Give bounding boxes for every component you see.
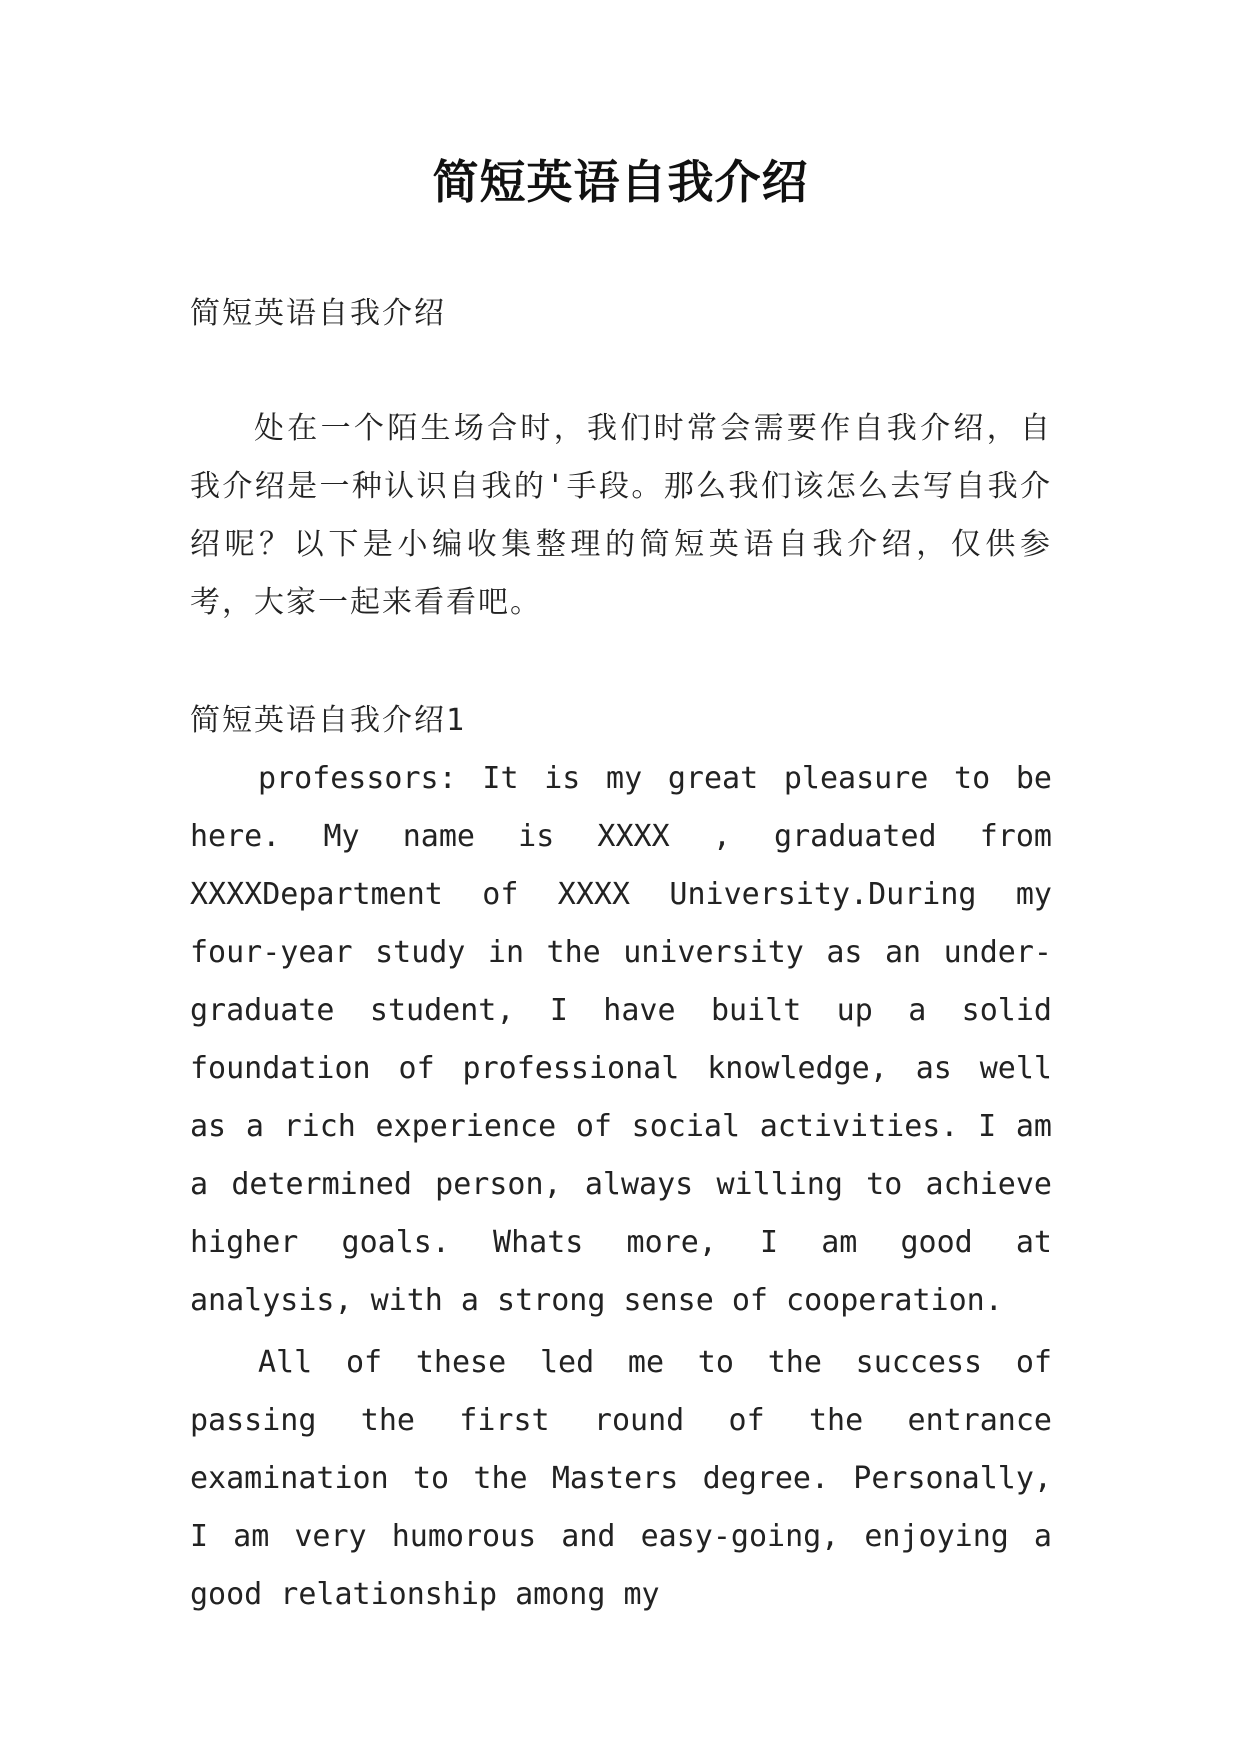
section-heading: 简短英语自我介绍1 (190, 703, 467, 738)
body-paragraph-1: professors: It is my great pleasure to be here. My name is XXXX , graduated from XXXXDepartment of XXXX University.During my four-year study in the university as an under-graduate student, I have built up a solid foundation of professional knowledge, as well as a rich experience of social activities. I am a determined person, always willing to achieve higher goals. Whats more, I am good at analysis, with a strong sense of cooperation. (190, 761, 1052, 1318)
body-paragraph-2: All of these led me to the success of passing the first round of the entrance examination to the Masters degree. Personally, I am very humorous and easy-going, enjoying a good relationship among my (190, 1345, 1052, 1612)
intro-paragraph: 处在一个陌生场合时，我们时常会需要作自我介绍，自我介绍是一种认识自我的'手段。那么我们该怎么去写自我介绍呢？以下是小编收集整理的简短英语自我介绍，仅供参考，大家一起来看看吧。 (190, 411, 1052, 620)
page-title: 简短英语自我介绍 (432, 155, 809, 209)
document-subtitle: 简短英语自我介绍 (190, 296, 446, 331)
